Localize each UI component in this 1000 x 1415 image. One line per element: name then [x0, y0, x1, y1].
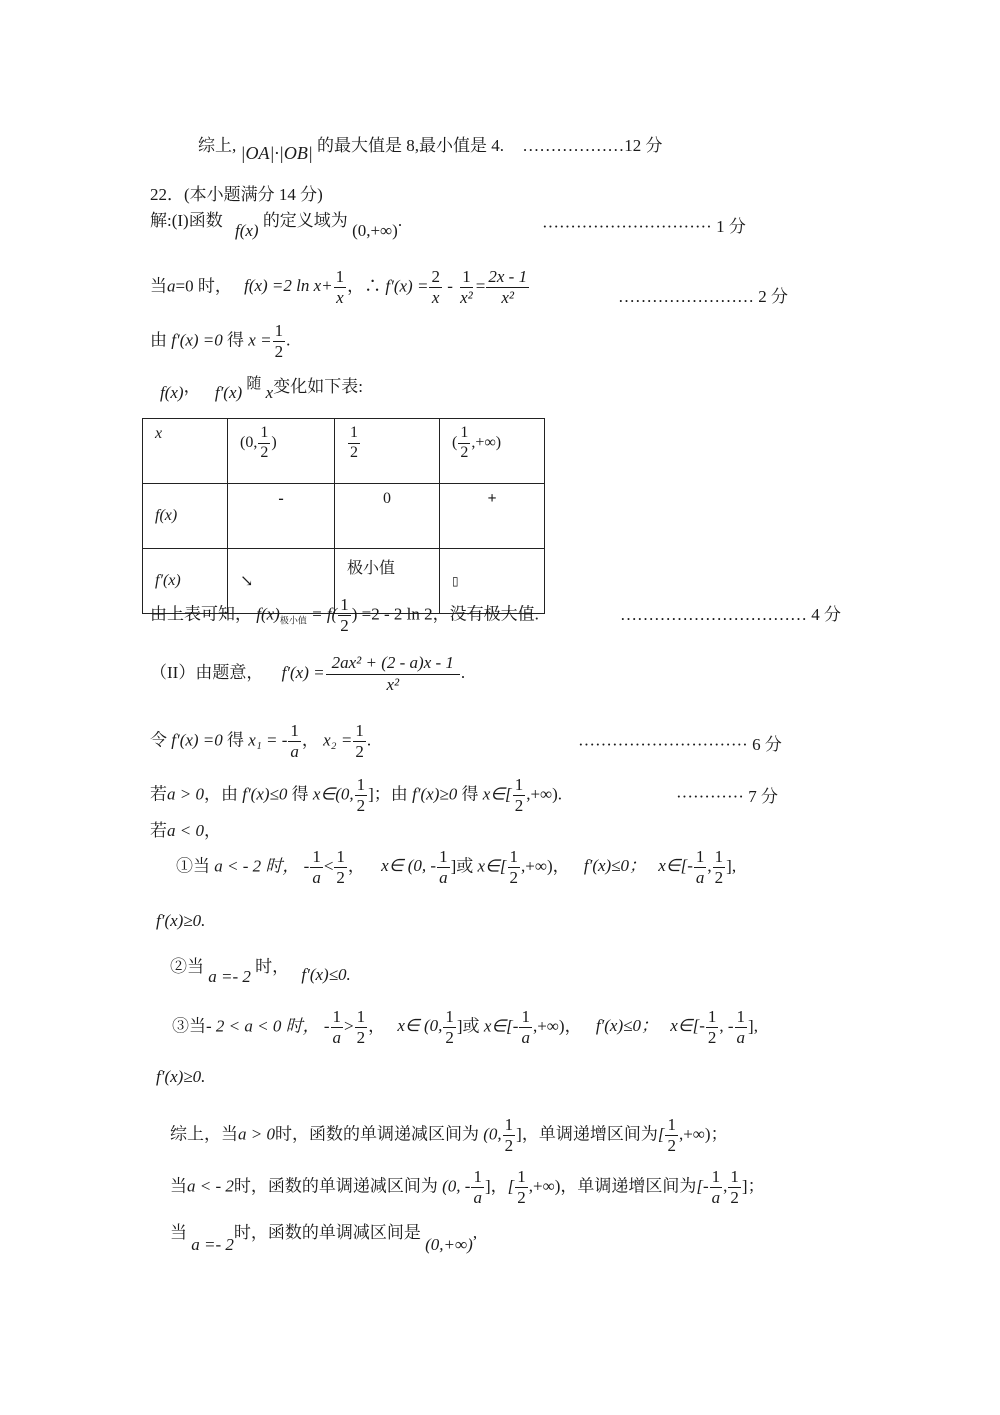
fx-expr: f(x): [234, 221, 259, 240]
den: 2: [260, 443, 269, 461]
num: 1: [667, 1115, 676, 1134]
den: 2: [517, 1187, 526, 1207]
num: 2ax² + (2 - a)x - 1: [326, 654, 460, 675]
text: 由上表可知，: [150, 604, 252, 624]
minus: -: [323, 1016, 330, 1036]
fraction: [508, 848, 521, 887]
text: 综上，当: [170, 1124, 238, 1144]
num: 1: [274, 321, 284, 340]
table-header-cell: (0, $\frac{1}{2}$ ): [228, 419, 335, 484]
fprime-expr: f′(x) =0: [171, 730, 223, 750]
condition: a =- 2: [208, 967, 251, 986]
score-line-2: [618, 282, 788, 307]
score-marker: 6 分: [752, 735, 782, 754]
summary-prefix: 综上,: [198, 136, 237, 155]
den: 2: [336, 867, 345, 887]
fraction: [519, 1008, 532, 1047]
x-var: x: [265, 383, 274, 402]
num: 1: [258, 425, 270, 444]
num: 1: [711, 1167, 721, 1186]
table-cell: +: [440, 484, 545, 549]
den: 2: [356, 795, 366, 815]
num: 1: [335, 267, 345, 286]
num: 1: [355, 721, 364, 740]
table-cell: 0: [335, 484, 440, 549]
text: ]或: [456, 1016, 480, 1036]
text: 若: [150, 784, 167, 804]
text: =0 时，: [175, 276, 232, 296]
text: , -: [719, 1016, 734, 1036]
period: .: [397, 211, 403, 230]
num: 1: [514, 775, 524, 794]
case-3-continuation: f′(x)≥0.: [156, 1067, 206, 1086]
fraction: [437, 848, 450, 887]
fraction: [310, 848, 323, 887]
interval: x∈[: [482, 784, 512, 804]
prev-summary-line: [198, 136, 663, 163]
interval: x∈[: [477, 856, 507, 876]
fraction: [355, 1008, 368, 1047]
num: 1: [521, 1007, 530, 1026]
min-value: ) =2 - 2 ln 2，没有极大值.: [351, 604, 539, 624]
fraction: [273, 322, 286, 361]
fraction: [353, 722, 366, 761]
dot-leader: ······························: [542, 217, 712, 236]
dot-leader: ………………: [522, 136, 625, 155]
table-row: [143, 419, 545, 484]
domain-line: [150, 211, 403, 240]
num: 2x - 1: [488, 267, 528, 286]
den: 2: [350, 443, 358, 461]
text: ]，: [484, 1176, 508, 1196]
fprime-expr: f′(x)≤0: [242, 784, 288, 804]
domain-text: 的定义域为: [262, 211, 348, 230]
f-definition: f(x) =2 ln x+: [244, 276, 333, 296]
num: 1: [473, 1167, 482, 1186]
decreasing-arrow-icon: ↘: [228, 549, 335, 614]
score-line-4: [620, 600, 841, 625]
num: 2: [431, 267, 440, 286]
num: 1: [340, 595, 349, 614]
fraction: [503, 1116, 516, 1155]
table-header-cell: [335, 419, 440, 484]
score-marker: 2 分: [758, 287, 788, 306]
den: a: [521, 1027, 530, 1047]
den: 2: [730, 1187, 739, 1207]
text: ,+∞)；: [678, 1124, 728, 1144]
text: ]或: [450, 856, 474, 876]
text: ，: [203, 821, 221, 840]
text: 时，函数的单调减区间是: [233, 1223, 421, 1242]
text: 得: [227, 730, 245, 750]
row-label: f′(x): [143, 549, 228, 614]
fraction: [338, 596, 351, 635]
case-1-line: ①当 a < - 2 时， - $\frac{1}{a}$ < $\frac{1}{2}$ ， x∈ (0, - $\frac{1}{a}$ ]或 x∈[ $\frac{1}{2}$ ,+∞)， f′(x)≤0； x∈[- $\frac{1}{a}$ , $\frac{1}{2}$ ],: [176, 847, 737, 887]
summary-line-1: [170, 1116, 728, 1155]
comma: ，: [368, 1016, 386, 1036]
fraction: [331, 1008, 344, 1047]
fraction: [334, 268, 347, 307]
text: 当: [170, 1176, 187, 1196]
dot-leader: ……………………: [618, 287, 754, 306]
text: ,+∞)，单调递增区间为: [528, 1176, 697, 1196]
dot-leader: ……………………………: [620, 605, 807, 624]
den: x²: [460, 287, 473, 307]
interval: [: [507, 1176, 515, 1196]
fraction: [334, 848, 347, 887]
fx-expr: f(x): [256, 604, 280, 624]
den: a: [332, 1027, 342, 1047]
less-than: <: [323, 856, 334, 876]
text: 得: [461, 784, 479, 804]
text: 令: [150, 730, 167, 750]
dot-leader: ······························: [578, 735, 748, 754]
fraction: [288, 722, 301, 761]
fraction: [458, 268, 475, 307]
num: 1: [509, 847, 518, 866]
num: 1: [445, 1007, 454, 1026]
condition: a > 0: [238, 1124, 275, 1144]
score-line-7: [676, 782, 778, 807]
score-marker: 4 分: [811, 605, 841, 624]
fprime-expr: f′(x) =: [281, 662, 325, 682]
condition: a < - 2: [187, 1176, 234, 1196]
fprime-expr: f′(x)≤0.: [301, 965, 351, 984]
num: 1: [714, 847, 724, 866]
den: 2: [445, 1027, 454, 1047]
table-intro-line: [160, 376, 363, 402]
interval: x∈[-: [670, 1016, 705, 1036]
condition: - 2 < a < 0 时，: [206, 1016, 320, 1036]
num: 1: [356, 775, 366, 794]
text: 得: [291, 784, 309, 804]
case-label: ①当: [176, 856, 210, 876]
num: 1: [290, 721, 299, 740]
therefore: ，∴: [347, 276, 382, 296]
text: 随: [246, 376, 262, 392]
num: 1: [356, 1007, 366, 1026]
num: 1: [517, 1167, 526, 1186]
root-x1: x₁ = -: [248, 730, 288, 750]
text: ，由: [203, 784, 238, 804]
den: 2: [509, 867, 518, 887]
solution-prefix: 解:(I)函数: [150, 211, 223, 230]
case-label: ②当: [170, 957, 204, 976]
den: 2: [707, 1027, 717, 1047]
table-row: [143, 484, 545, 549]
num: 1: [458, 425, 470, 444]
fprime-expr: f′(x)≤0；: [583, 856, 647, 876]
num: 1: [504, 1115, 514, 1134]
text: 当: [170, 1223, 187, 1242]
text: 得: [227, 330, 245, 350]
table-cell: 极小值: [335, 549, 440, 614]
den: 2: [356, 1027, 366, 1047]
greater-than: >: [344, 1016, 354, 1036]
minus: -: [442, 276, 458, 296]
fraction: [728, 1168, 741, 1207]
score-line-1: [542, 212, 746, 237]
var-a: a: [167, 276, 176, 296]
summary-line-3: [170, 1223, 478, 1254]
text: ,+∞)，: [532, 1016, 582, 1036]
fraction: [735, 1008, 748, 1047]
fprime-expr: f′(x): [214, 383, 243, 402]
num: 1: [736, 1007, 746, 1026]
den: a: [473, 1187, 482, 1207]
den: 2: [714, 867, 724, 887]
equals: = f(: [306, 604, 338, 624]
interval: (0,+∞): [425, 1235, 473, 1254]
num: 1: [730, 1167, 739, 1186]
text: 若: [150, 821, 167, 840]
text: ,: [472, 1223, 478, 1242]
comma: ，: [347, 856, 365, 876]
den: a: [290, 741, 299, 761]
subscript: 极小值: [279, 615, 307, 626]
comma: ，: [301, 730, 319, 750]
fprime-expr: f′(x) =0: [171, 330, 223, 350]
fraction: [429, 268, 442, 307]
den: 2: [340, 615, 349, 635]
num: 1: [348, 425, 360, 444]
interval: [: [657, 1124, 665, 1144]
condition: a > 0: [167, 784, 204, 804]
text: （II）由题意，: [150, 662, 264, 682]
interval: x∈ (0,: [397, 1016, 443, 1036]
fraction: [713, 848, 726, 887]
fraction: [471, 1168, 484, 1207]
table-header-cell: ( $\frac{1}{2}$ ,+∞): [440, 419, 545, 484]
den: a: [736, 1027, 746, 1047]
case-label: ③当: [172, 1016, 206, 1036]
critical-point-line: [150, 322, 290, 361]
text: ],: [726, 856, 737, 876]
text: ,+∞)，: [521, 856, 570, 876]
fprime-expr: f′(x)≤0；: [595, 1016, 658, 1036]
num: 1: [336, 847, 345, 866]
fraction: [706, 1008, 719, 1047]
period: .: [286, 330, 291, 350]
case-2-line: [170, 957, 351, 986]
text: ]；由: [368, 784, 408, 804]
interval: x∈[-: [658, 856, 693, 876]
den: 2: [504, 1135, 514, 1155]
text: 时，: [255, 957, 290, 976]
fraction: [486, 268, 529, 307]
variation-table: [142, 418, 545, 614]
interval: (0,: [483, 1124, 502, 1144]
den: 2: [514, 795, 524, 815]
row-label: f(x): [143, 484, 228, 549]
score-marker: 12 分: [624, 136, 663, 155]
fraction: [515, 1168, 528, 1207]
interval: x∈[-: [483, 1016, 519, 1036]
den: a: [695, 867, 705, 887]
comma: ，: [183, 377, 201, 396]
interval: [-: [696, 1176, 709, 1196]
score-marker: 7 分: [748, 787, 778, 806]
text: ]；: [741, 1176, 765, 1196]
fraction: [513, 776, 526, 815]
text: 时，函数的单调递减区间为: [274, 1124, 479, 1144]
interval: x∈(0,: [312, 784, 354, 804]
num: 1: [332, 1007, 342, 1026]
summary-text: 的最大值是 8,最小值是 4.: [317, 136, 505, 155]
fraction: [694, 848, 707, 887]
fprime-expr: f′(x)≥0: [412, 784, 458, 804]
increasing-arrow-icon: ▯: [440, 549, 545, 614]
equals: =: [475, 276, 486, 296]
fraction: [665, 1116, 678, 1155]
num: 1: [439, 847, 448, 866]
period: .: [366, 730, 372, 750]
condition: a =- 2: [191, 1235, 234, 1254]
case-1-continuation: f′(x)≥0.: [156, 911, 206, 930]
minimum-value-line: [150, 596, 539, 635]
text: 由: [150, 330, 167, 350]
num: 1: [312, 847, 321, 866]
num: 1: [695, 847, 705, 866]
den: 2: [667, 1135, 676, 1155]
condition: a < 0: [167, 821, 204, 840]
num: 1: [462, 267, 471, 286]
text: ]，单调递增区间为: [516, 1124, 658, 1144]
den: 2: [460, 443, 469, 461]
fraction: [443, 1008, 456, 1047]
text: ],: [748, 1016, 758, 1036]
fraction: [710, 1168, 723, 1207]
minus: -: [303, 856, 310, 876]
table-header-cell: x: [143, 419, 228, 484]
period: .: [460, 662, 466, 682]
text: 时，函数的单调递减区间为: [233, 1176, 438, 1196]
x-var: x =: [248, 330, 272, 350]
a-positive-line: [150, 776, 562, 815]
fprime-expr: f′(x) =: [385, 276, 429, 296]
den: 2: [355, 741, 364, 761]
condition: a < - 2 时，: [214, 856, 300, 876]
score-line-6: [578, 730, 782, 755]
fraction: [355, 776, 368, 815]
derivative-line: [150, 268, 530, 307]
den: x: [336, 287, 344, 307]
fraction: [326, 654, 460, 694]
text: 当: [150, 276, 167, 296]
interval: x∈ (0, -: [381, 856, 437, 876]
fx-expr: f(x): [160, 383, 184, 402]
problem-header: 22．(本小题满分 14 分): [150, 185, 323, 204]
den: x²: [386, 674, 400, 694]
den: 2: [274, 341, 284, 361]
case-3-line: [172, 1008, 758, 1047]
part-two-derivative-line: [150, 654, 465, 694]
text: ,+∞).: [526, 784, 563, 804]
summary-line-2: 当a < - 2时，函数的单调递减区间为 (0, - $\frac{1}{a}$ ]，[ $\frac{1}{2}$ ,+∞)，单调递增区间为[- $\frac{1}{a}$ , $\frac{1}{2}$ ]；: [170, 1167, 765, 1207]
den: x²: [501, 287, 515, 307]
domain-interval: (0,+∞): [352, 221, 398, 240]
score-marker: 1 分: [716, 217, 746, 236]
num: 1: [707, 1007, 717, 1026]
a-negative-line: [150, 822, 221, 839]
text: 变化如下表:: [273, 377, 363, 396]
root-x2: x₂ =: [323, 730, 353, 750]
interval: (0, -: [442, 1176, 471, 1196]
den: a: [711, 1187, 721, 1207]
den: a: [439, 867, 448, 887]
roots-line: [150, 722, 371, 761]
table-cell: -: [228, 484, 335, 549]
dot-leader: ············: [676, 787, 744, 806]
den: x: [431, 287, 440, 307]
den: a: [312, 867, 321, 887]
oa-ob-expression: |OA|·|OB|: [240, 143, 313, 163]
